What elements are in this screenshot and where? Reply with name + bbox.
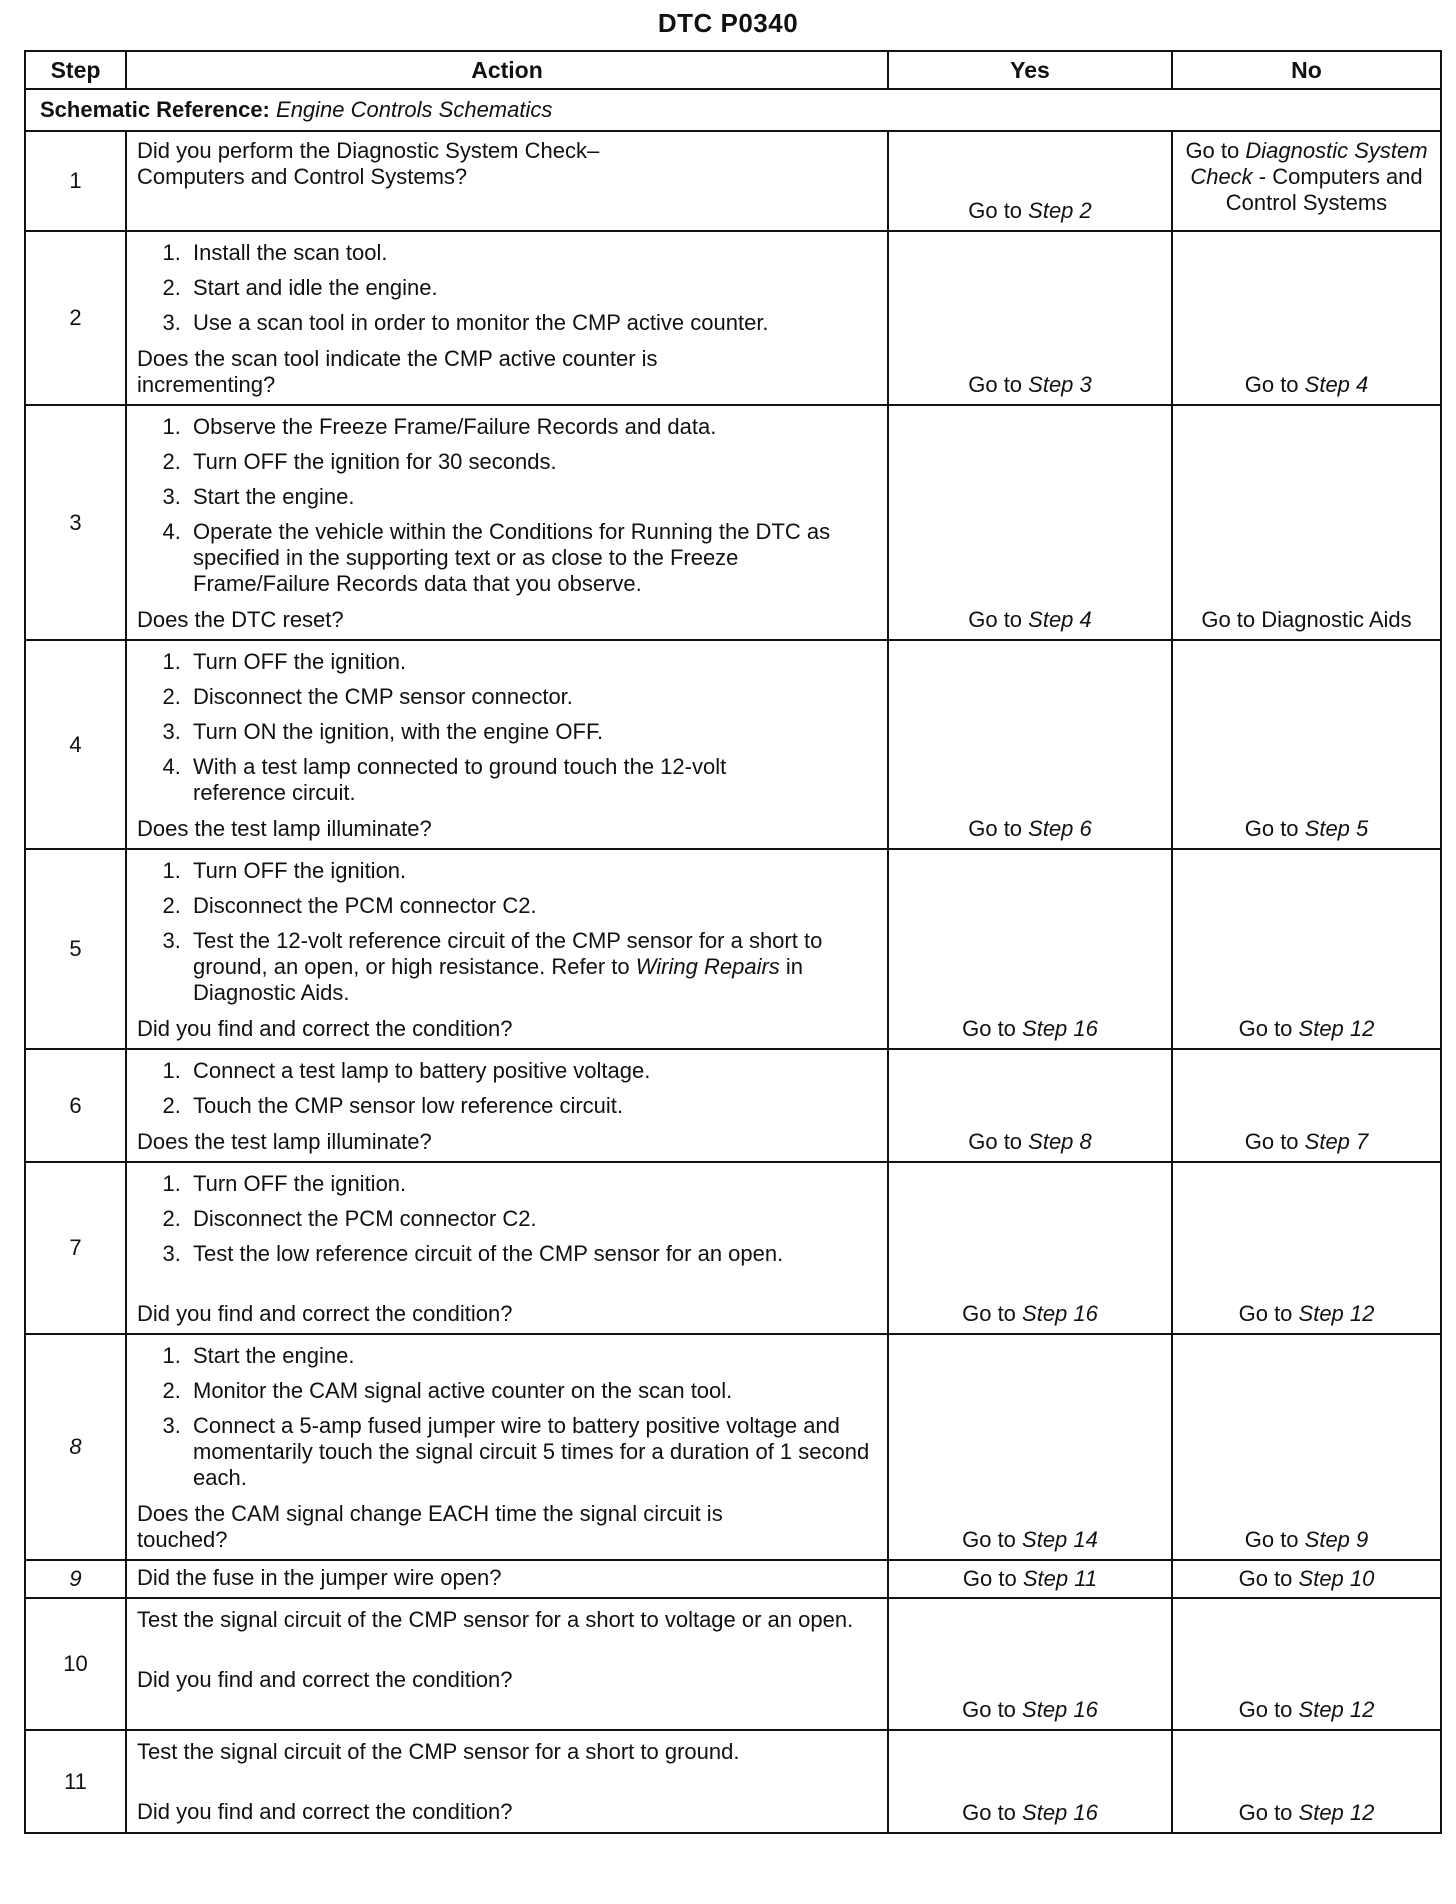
no-prefix: Go to bbox=[1238, 1697, 1299, 1722]
yes-prefix: Go to bbox=[962, 1527, 1023, 1552]
action-text: Test the signal circuit of the CMP sensor for a short to ground. bbox=[137, 1739, 740, 1764]
yes-step-ref[interactable]: Step 2 bbox=[1028, 198, 1092, 223]
question-text: Did you find and correct the condition? bbox=[137, 1301, 513, 1326]
table-row bbox=[25, 1162, 1441, 1334]
action-item: 3. Connect a 5-amp fused jumper wire to battery positive voltage and momentarily touch the signal circuit 5 times for a duration of 1 second each. bbox=[187, 1413, 873, 1491]
yes-prefix: Go to bbox=[968, 372, 1029, 397]
action-cell bbox=[126, 1334, 888, 1560]
header-yes: Yes bbox=[888, 51, 1172, 89]
question-text: Does the CAM signal change EACH time the signal circuit is touched? bbox=[137, 1501, 723, 1552]
yes-prefix: Go to bbox=[962, 1697, 1023, 1722]
action-item: 1. Observe the Freeze Frame/Failure Records and data. bbox=[187, 414, 877, 440]
table-row bbox=[25, 131, 1441, 231]
yes-prefix: Go to bbox=[962, 1016, 1023, 1041]
yes-prefix: Go to bbox=[962, 1800, 1023, 1825]
table-row bbox=[25, 849, 1441, 1049]
question-text: Does the scan tool indicate the CMP active counter is incrementing? bbox=[137, 346, 658, 397]
question-text: Does the test lamp illuminate? bbox=[137, 816, 432, 841]
header-row bbox=[25, 51, 1441, 89]
no-prefix: Go to bbox=[1238, 1016, 1299, 1041]
step-number: 6 bbox=[25, 1049, 126, 1162]
no-step-ref[interactable]: Step 12 bbox=[1298, 1697, 1375, 1722]
no-cell[interactable] bbox=[1172, 405, 1441, 640]
table-row bbox=[25, 1049, 1441, 1162]
question-text: Did you perform the Diagnostic System Check–Computers and Control Systems? bbox=[137, 138, 600, 189]
no-cell[interactable] bbox=[1172, 231, 1441, 405]
no-cell[interactable] bbox=[1172, 640, 1441, 849]
yes-cell[interactable] bbox=[888, 131, 1172, 231]
step-number: 2 bbox=[25, 231, 126, 405]
no-cell[interactable] bbox=[1172, 131, 1441, 231]
yes-prefix: Go to bbox=[962, 1566, 1023, 1591]
action-cell bbox=[126, 405, 888, 640]
question-text: Did you find and correct the condition? bbox=[137, 1799, 513, 1824]
yes-prefix: Go to bbox=[968, 198, 1029, 223]
no-step-ref[interactable]: Step 9 bbox=[1304, 1527, 1369, 1552]
no-prefix: Go to bbox=[1244, 372, 1305, 397]
action-item: 4. With a test lamp connected to ground touch the 12-volt reference circuit. bbox=[187, 754, 813, 806]
action-item: 2. Monitor the CAM signal active counter on the scan tool. bbox=[187, 1378, 877, 1404]
yes-step-ref[interactable]: Step 6 bbox=[1028, 816, 1092, 841]
action-item: 3. Test the low reference circuit of the CMP sensor for an open. bbox=[187, 1241, 813, 1267]
question-text: Did you find and correct the condition? bbox=[137, 1016, 513, 1041]
yes-cell[interactable] bbox=[888, 640, 1172, 849]
yes-step-ref[interactable]: Step 4 bbox=[1028, 607, 1092, 632]
header-no: No bbox=[1172, 51, 1441, 89]
no-step-ref[interactable]: Diagnostic System Check bbox=[1190, 138, 1428, 189]
no-cell[interactable] bbox=[1172, 849, 1441, 1049]
action-item: 2. Disconnect the CMP sensor connector. bbox=[187, 684, 877, 710]
table-row bbox=[25, 1598, 1441, 1730]
table-row bbox=[25, 231, 1441, 405]
no-prefix: Go to bbox=[1185, 138, 1246, 163]
no-step-ref[interactable]: Step 12 bbox=[1298, 1016, 1375, 1041]
header-step: Step bbox=[25, 51, 126, 89]
action-cell bbox=[126, 131, 888, 231]
action-item: 1. Install the scan tool. bbox=[187, 240, 877, 266]
action-item: 2. Disconnect the PCM connector C2. bbox=[187, 893, 877, 919]
no-step-ref[interactable]: Step 7 bbox=[1304, 1129, 1369, 1154]
action-cell bbox=[126, 849, 888, 1049]
yes-prefix: Go to bbox=[968, 1129, 1029, 1154]
yes-cell[interactable] bbox=[888, 849, 1172, 1049]
yes-cell[interactable] bbox=[888, 1730, 1172, 1833]
step-number: 7 bbox=[25, 1162, 126, 1334]
yes-cell[interactable] bbox=[888, 231, 1172, 405]
action-item-text: Test the 12-volt reference circuit of the CMP sensor for a short to ground, an open, or high resistance. Refer to bbox=[193, 928, 823, 979]
yes-cell[interactable] bbox=[888, 1334, 1172, 1560]
yes-step-ref[interactable]: Step 16 bbox=[1022, 1016, 1098, 1041]
schematic-reference bbox=[25, 89, 1441, 131]
table-row bbox=[25, 1730, 1441, 1833]
action-cell bbox=[126, 231, 888, 405]
step-number: 5 bbox=[25, 849, 126, 1049]
step-number: 3 bbox=[25, 405, 126, 640]
action-item: 1. Connect a test lamp to battery positive voltage. bbox=[187, 1058, 877, 1084]
no-prefix: Go to bbox=[1244, 1527, 1305, 1552]
page-title: DTC P0340 bbox=[657, 8, 799, 38]
action-cell bbox=[126, 1730, 888, 1833]
step-number: 4 bbox=[25, 640, 126, 849]
action-cell bbox=[126, 1162, 888, 1334]
action-item: 1. Turn OFF the ignition. bbox=[187, 649, 877, 675]
step-number: 8 bbox=[25, 1334, 126, 1560]
no-suffix: - Computers and Control Systems bbox=[1225, 164, 1423, 215]
action-item: 1. Start the engine. bbox=[187, 1343, 877, 1369]
question-text: Does the DTC reset? bbox=[137, 607, 344, 632]
action-item: 2. Start and idle the engine. bbox=[187, 275, 877, 301]
dtc-table bbox=[24, 50, 1442, 1834]
table-row bbox=[25, 1560, 1441, 1598]
action-item-suffix: in Diagnostic Aids. bbox=[193, 954, 804, 1005]
no-prefix: Go to bbox=[1244, 816, 1305, 841]
yes-prefix: Go to bbox=[968, 816, 1029, 841]
no-text[interactable]: Go to Diagnostic Aids bbox=[1201, 607, 1412, 632]
no-cell[interactable] bbox=[1172, 1049, 1441, 1162]
action-item: 2. Disconnect the PCM connector C2. bbox=[187, 1206, 877, 1232]
action-item: 1. Turn OFF the ignition. bbox=[187, 858, 877, 884]
action-cell bbox=[126, 1049, 888, 1162]
yes-cell[interactable] bbox=[888, 405, 1172, 640]
action-text: Test the signal circuit of the CMP sensor for a short to voltage or an open. bbox=[137, 1607, 854, 1632]
question-text: Did the fuse in the jumper wire open? bbox=[137, 1565, 502, 1590]
no-step-ref[interactable]: Step 4 bbox=[1304, 372, 1369, 397]
step-number: 10 bbox=[25, 1598, 126, 1730]
step-number: 11 bbox=[25, 1730, 126, 1833]
no-step-ref[interactable]: Step 10 bbox=[1298, 1566, 1375, 1591]
no-prefix: Go to bbox=[1238, 1301, 1299, 1326]
yes-step-ref[interactable]: Step 16 bbox=[1022, 1301, 1098, 1326]
yes-cell[interactable] bbox=[888, 1560, 1172, 1598]
question-text: Does the test lamp illuminate? bbox=[137, 1129, 432, 1154]
schematic-label: Schematic Reference: bbox=[40, 97, 270, 122]
table-row bbox=[25, 405, 1441, 640]
table-row bbox=[25, 1334, 1441, 1560]
question-text: Did you find and correct the condition? bbox=[137, 1667, 513, 1692]
yes-prefix: Go to bbox=[962, 1301, 1023, 1326]
no-cell[interactable] bbox=[1172, 1730, 1441, 1833]
action-cell bbox=[126, 1598, 888, 1730]
no-step-ref[interactable]: Step 12 bbox=[1298, 1800, 1375, 1825]
no-prefix: Go to bbox=[1238, 1566, 1299, 1591]
no-cell[interactable] bbox=[1172, 1598, 1441, 1730]
yes-cell[interactable] bbox=[888, 1598, 1172, 1730]
yes-step-ref[interactable]: Step 3 bbox=[1028, 372, 1092, 397]
no-cell[interactable] bbox=[1172, 1560, 1441, 1598]
wiring-repairs-link[interactable]: Wiring Repairs bbox=[635, 954, 780, 979]
yes-step-ref[interactable]: Step 8 bbox=[1028, 1129, 1092, 1154]
yes-cell[interactable] bbox=[888, 1162, 1172, 1334]
action-item: 4. Operate the vehicle within the Conditions for Running the DTC as specified in the supporting text or as close to the Freeze Frame/Failure Records data that you observe. bbox=[187, 519, 833, 597]
yes-step-ref[interactable]: Step 11 bbox=[1022, 1566, 1098, 1591]
action-cell bbox=[126, 640, 888, 849]
schematic-row bbox=[25, 89, 1441, 131]
yes-step-ref[interactable]: Step 16 bbox=[1022, 1697, 1098, 1722]
action-item: 3. Use a scan tool in order to monitor the CMP active counter. bbox=[187, 310, 877, 336]
yes-cell[interactable] bbox=[888, 1049, 1172, 1162]
action-cell bbox=[126, 1560, 888, 1598]
no-step-ref[interactable]: Step 5 bbox=[1304, 816, 1369, 841]
action-item: 1. Turn OFF the ignition. bbox=[187, 1171, 877, 1197]
yes-prefix: Go to bbox=[968, 607, 1029, 632]
yes-step-ref[interactable]: Step 16 bbox=[1022, 1800, 1098, 1825]
header-action: Action bbox=[126, 51, 888, 89]
no-cell[interactable] bbox=[1172, 1334, 1441, 1560]
action-item: 3. Turn ON the ignition, with the engine OFF. bbox=[187, 719, 877, 745]
step-number: 9 bbox=[25, 1560, 126, 1598]
table-row bbox=[25, 640, 1441, 849]
action-item: 3. Start the engine. bbox=[187, 484, 877, 510]
no-prefix: Go to bbox=[1244, 1129, 1305, 1154]
action-item: 2. Turn OFF the ignition for 30 seconds. bbox=[187, 449, 877, 475]
action-item bbox=[187, 928, 853, 1006]
no-step-ref[interactable]: Step 12 bbox=[1298, 1301, 1375, 1326]
no-prefix: Go to bbox=[1238, 1800, 1299, 1825]
step-number: 1 bbox=[25, 131, 126, 231]
schematic-link[interactable]: Engine Controls Schematics bbox=[276, 97, 553, 122]
yes-step-ref[interactable]: Step 14 bbox=[1022, 1527, 1098, 1552]
action-item: 2. Touch the CMP sensor low reference circuit. bbox=[187, 1093, 877, 1119]
no-cell[interactable] bbox=[1172, 1162, 1441, 1334]
